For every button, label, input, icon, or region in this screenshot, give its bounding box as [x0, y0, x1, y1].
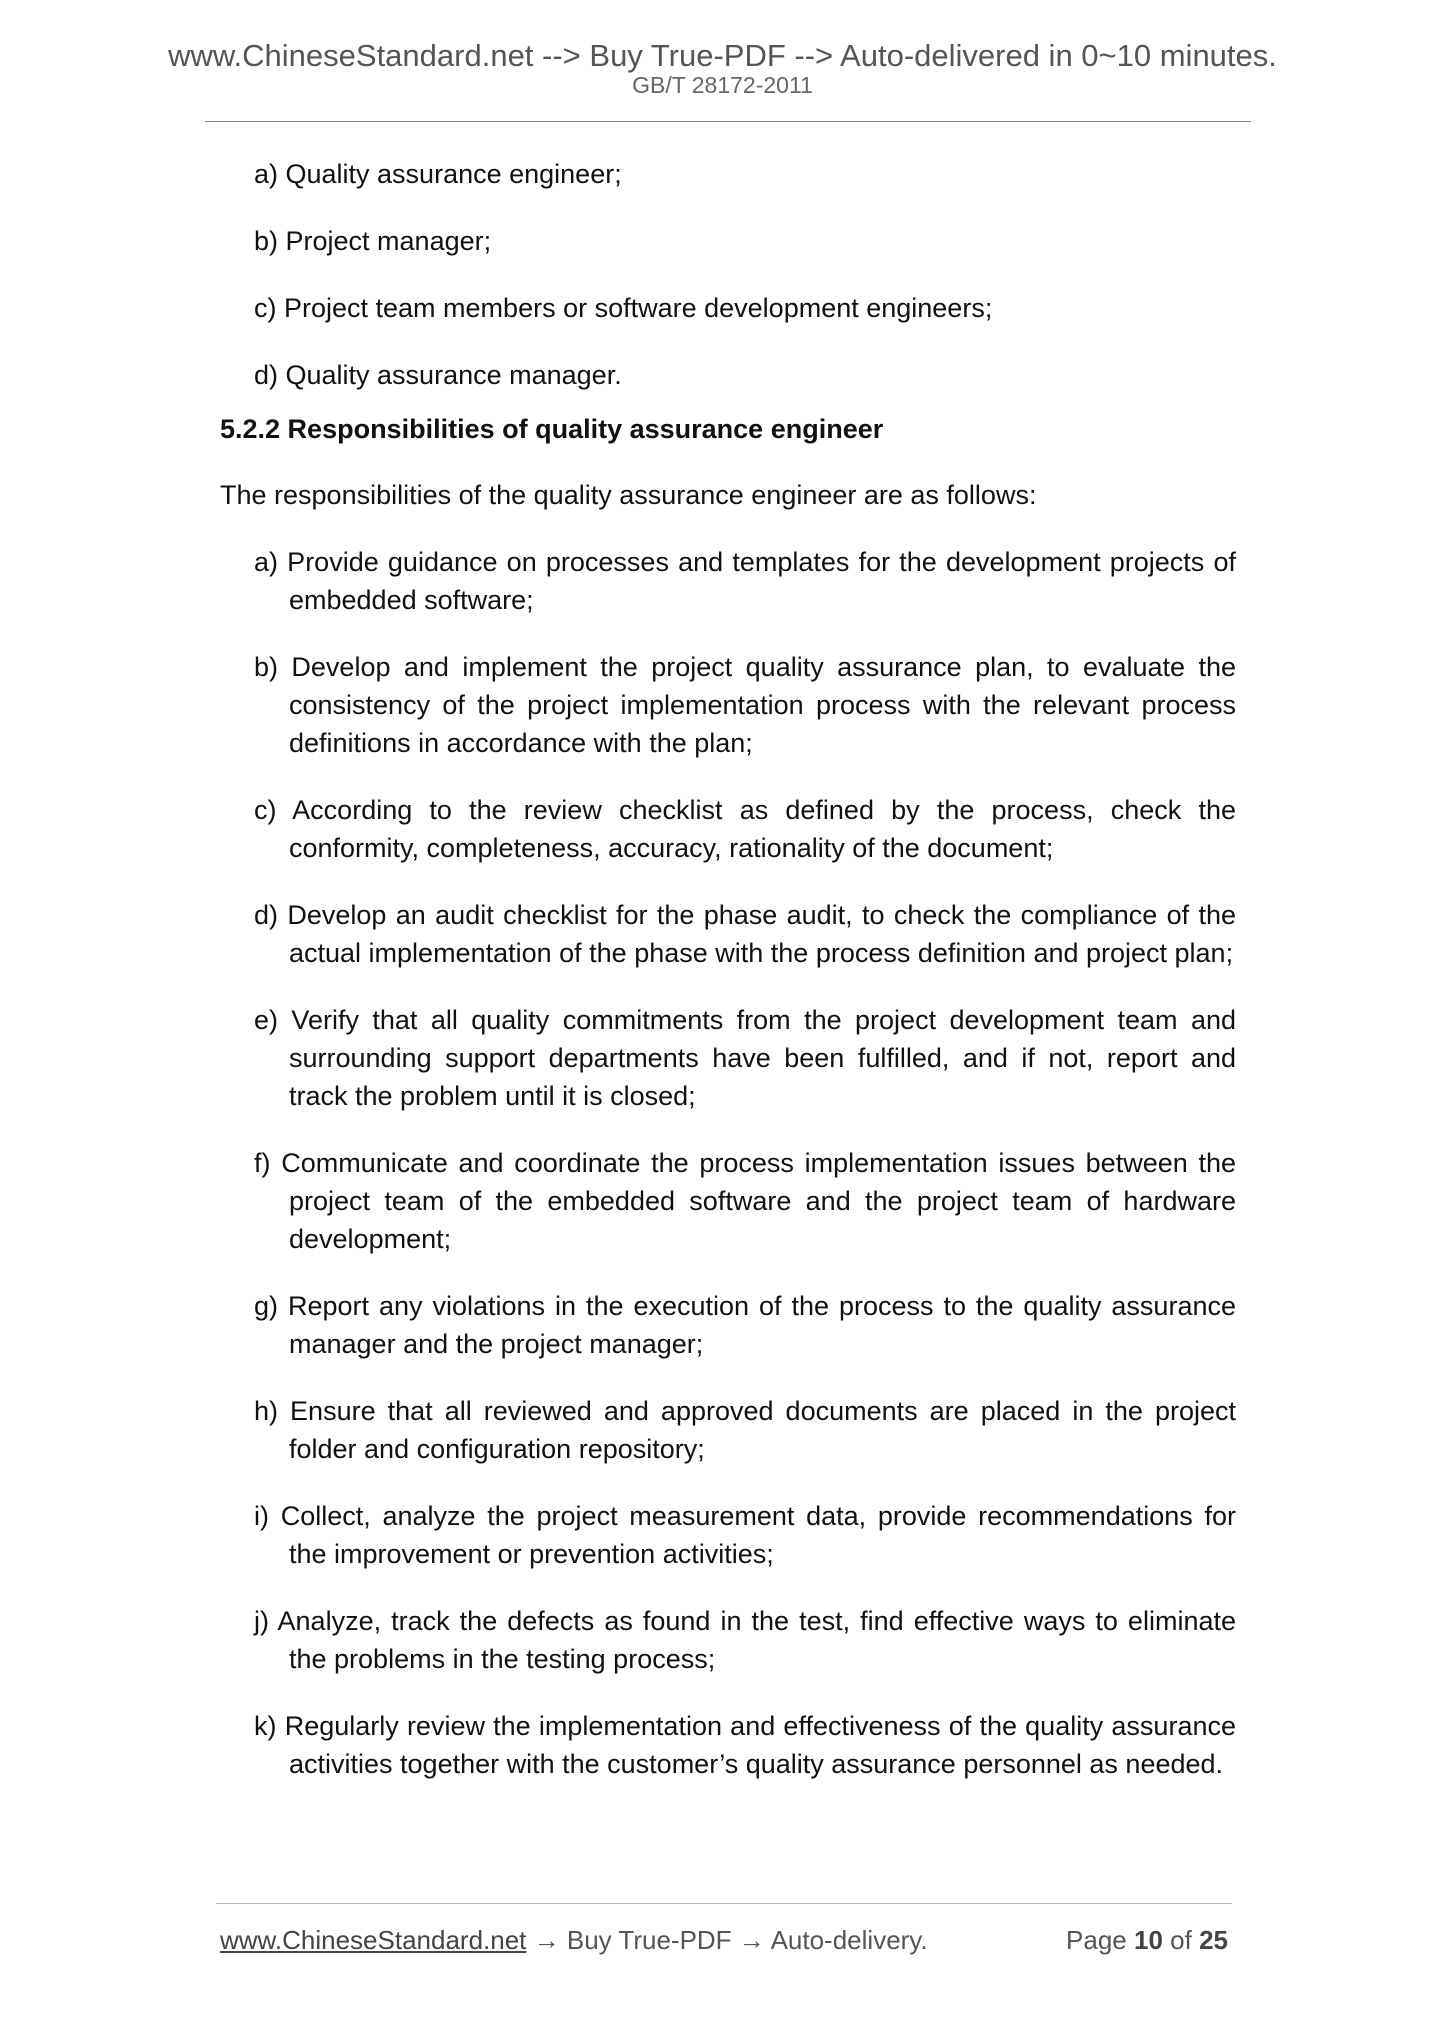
- responsibility-list: [220, 543, 1236, 1783]
- section-lead: The responsibilities of the quality assurance engineer are as follows:: [220, 480, 1037, 510]
- of-label: of: [1170, 1925, 1192, 1955]
- site-banner: www.ChineseStandard.net --> Buy True-PDF --> Auto-delivered in 0~10 minutes.: [168, 38, 1277, 73]
- page-label: Page: [1066, 1925, 1127, 1955]
- page-number: 10: [1134, 1925, 1163, 1955]
- page-footer: [220, 1925, 1228, 1955]
- responsibility-item: c) According to the review checklist as defined by the process, check the conformity, completeness, accuracy, rationality of the document;: [254, 795, 1236, 863]
- intro-list-item: d) Quality assurance manager.: [254, 360, 622, 390]
- responsibility-item: b) Develop and implement the project quality assurance plan, to evaluate the consistency of the project implementation process with the relevant process definitions in accordance with the plan;: [254, 652, 1236, 758]
- intro-list-item: b) Project manager;: [254, 226, 492, 256]
- intro-list-item: c) Project team members or software development engineers;: [254, 293, 993, 323]
- intro-list-item: a) Quality assurance engineer;: [254, 159, 622, 189]
- responsibility-item: f) Communicate and coordinate the process implementation issues between the project team of the embedded software and the project team of hardware development;: [254, 1148, 1236, 1254]
- footer-tagline: → Buy True-PDF → Auto-delivery.: [526, 1925, 928, 1955]
- responsibility-item: g) Report any violations in the execution of the process to the quality assurance manager and the project manager;: [254, 1291, 1236, 1359]
- responsibility-item: a) Provide guidance on processes and templates for the development projects of embedded software;: [254, 547, 1236, 615]
- footer-site-link[interactable]: www.ChineseStandard.net: [220, 1925, 527, 1955]
- footer-divider: [216, 1903, 1232, 1904]
- document-body: [220, 155, 1236, 1812]
- responsibility-item: d) Develop an audit checklist for the phase audit, to check the compliance of the actual implementation of the phase with the process definition and project plan;: [254, 900, 1236, 968]
- responsibility-item: e) Verify that all quality commitments from the project development team and surrounding support departments have been fulfilled, and if not, report and track the problem until it is closed;: [254, 1005, 1236, 1111]
- page-indicator: [1066, 1925, 1228, 1955]
- section-heading: 5.2.2 Responsibilities of quality assurance engineer: [220, 414, 884, 444]
- page-total: 25: [1199, 1925, 1228, 1955]
- responsibility-item: k) Regularly review the implementation and effectiveness of the quality assurance activities together with the customer’s quality assurance personnel as needed.: [254, 1711, 1236, 1779]
- standard-code: GB/T 28172-2011: [632, 72, 813, 98]
- header-divider: [205, 121, 1251, 122]
- intro-list: [220, 155, 1236, 394]
- responsibility-item: h) Ensure that all reviewed and approved documents are placed in the project folder and configuration repository;: [254, 1396, 1236, 1464]
- responsibility-item: i) Collect, analyze the project measurement data, provide recommendations for the improvement or prevention activities;: [254, 1501, 1236, 1569]
- responsibility-item: j) Analyze, track the defects as found in the test, find effective ways to eliminate the problems in the testing process;: [254, 1606, 1236, 1674]
